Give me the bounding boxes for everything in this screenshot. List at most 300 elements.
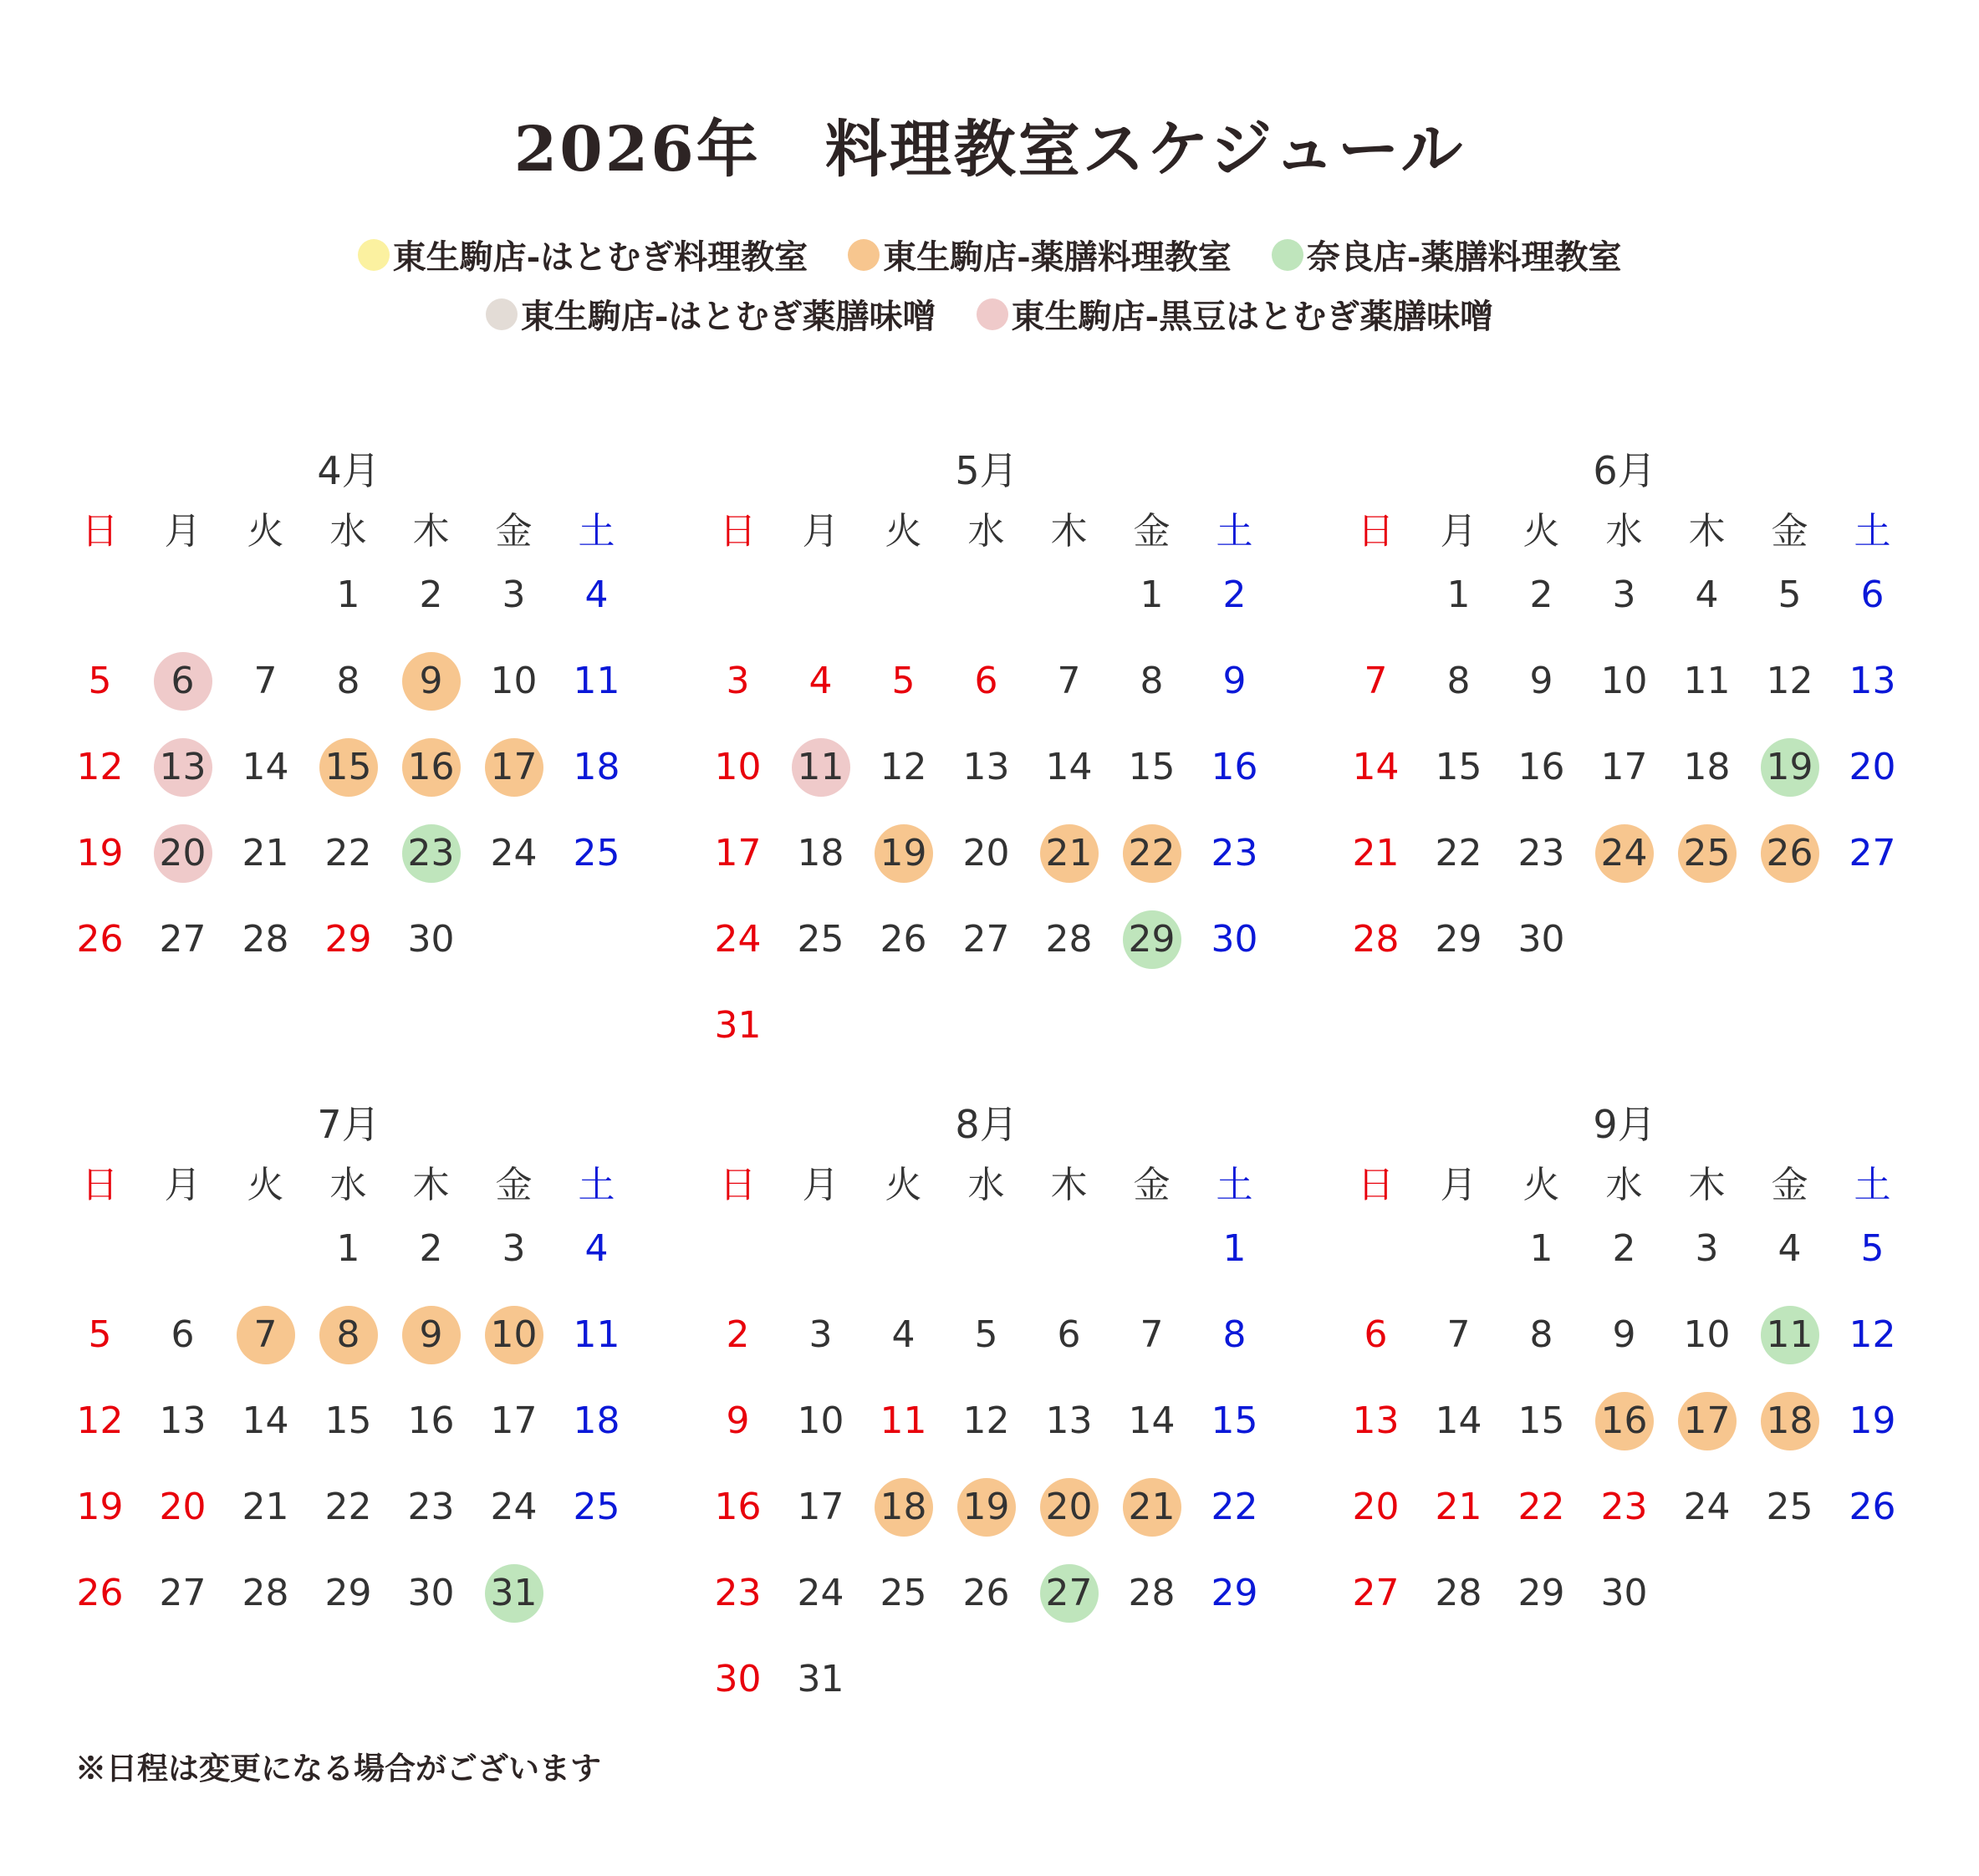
day-cell [1500,1392,1583,1450]
legend-label: 東生駒店-はとむぎ料理教室 [392,237,808,277]
day-number: 26 [962,1572,1010,1614]
day-cell [472,824,555,882]
day-number: 31 [490,1572,538,1614]
day-cell [1500,566,1583,624]
day-cell [307,1478,390,1536]
day-cell [1831,1478,1914,1536]
empty-day-cell [862,1220,945,1277]
weekday-label: 金 [1133,1164,1171,1206]
day-number: 10 [490,1313,538,1356]
day-grid [1334,566,1915,997]
day-cell [1583,566,1665,624]
day-cell [141,1306,224,1364]
day-cell [779,1392,862,1450]
day-cell [390,824,472,882]
day-cell [1417,1564,1500,1622]
day-cell [1665,566,1748,624]
day-number: 22 [1435,832,1482,874]
weekday-label: 火 [885,510,922,553]
empty-day-cell [59,566,141,624]
legend-dot-icon [486,298,518,330]
day-number: 16 [1600,1399,1648,1442]
weekday-label: 木 [412,1164,450,1206]
day-number: 28 [1352,918,1400,961]
day-number: 2 [726,1313,750,1356]
day-number: 11 [573,1313,620,1356]
day-cell [1334,1478,1417,1536]
day-number: 23 [407,832,455,874]
day-number: 3 [1612,574,1636,616]
day-cell [555,1392,638,1450]
day-cell [862,738,945,796]
weekday-label: 土 [1216,510,1253,553]
day-cell [1334,824,1417,882]
day-cell [1831,1306,1914,1364]
day-number: 3 [1695,1227,1719,1270]
day-number: 18 [1683,746,1731,788]
day-cell [1831,738,1914,796]
day-cell [555,1220,638,1277]
weekday-label: 月 [802,510,839,553]
day-cell [390,652,472,710]
day-cell [945,1306,1028,1364]
day-number: 9 [419,1313,443,1356]
day-cell [1110,824,1193,882]
weekday-label: 月 [1440,1164,1477,1206]
day-number: 4 [808,660,833,702]
day-number: 1 [336,1227,360,1270]
weekday-header [696,501,1277,554]
day-cell [696,824,779,882]
day-number: 16 [714,1486,762,1528]
day-cell [862,824,945,882]
day-number: 1 [1222,1227,1247,1270]
day-number: 19 [76,1486,124,1528]
day-cell [1500,1306,1583,1364]
day-cell [1417,1306,1500,1364]
day-number: 22 [1128,832,1176,874]
weekday-header [59,1155,639,1208]
day-number: 27 [962,918,1010,961]
day-number: 25 [797,918,844,961]
day-cell [307,652,390,710]
day-cell [779,910,862,968]
month-title: 4月 [317,448,380,493]
day-number: 24 [1600,832,1648,874]
weekday-label: 金 [495,1164,533,1206]
empty-day-cell [945,566,1028,624]
day-number: 30 [714,1658,762,1700]
day-number: 29 [1517,1572,1565,1614]
day-number: 23 [714,1572,762,1614]
day-cell [1417,824,1500,882]
day-number: 15 [1435,746,1482,788]
day-number: 27 [1352,1572,1400,1614]
day-number: 15 [324,1399,372,1442]
day-cell [1500,824,1583,882]
day-number: 3 [808,1313,833,1356]
day-cell [1583,738,1665,796]
day-number: 16 [407,746,455,788]
day-number: 26 [76,1572,124,1614]
day-cell [390,1220,472,1277]
day-cell [390,1564,472,1622]
weekday-label: 火 [1523,1164,1560,1206]
day-cell [1748,1220,1831,1277]
day-number: 19 [1849,1399,1896,1442]
day-cell [862,652,945,710]
day-cell [1583,1306,1665,1364]
day-cell [696,738,779,796]
day-number: 14 [1045,746,1093,788]
day-number: 13 [159,1399,207,1442]
legend-row-2 [0,290,1979,338]
day-cell [945,910,1028,968]
day-cell [1500,910,1583,968]
day-number: 5 [1778,574,1802,616]
day-cell [555,1478,638,1536]
legend-label: 東生駒店-薬膳料理教室 [883,237,1232,277]
day-cell [224,1478,307,1536]
day-number: 29 [324,1572,372,1614]
day-cell [1193,1564,1276,1622]
day-cell [696,910,779,968]
weekday-label: 土 [578,510,615,553]
day-number: 30 [1517,918,1565,961]
day-number: 21 [1352,832,1400,874]
day-cell [472,1220,555,1277]
day-cell [555,652,638,710]
day-number: 12 [1766,660,1813,702]
day-cell [1748,566,1831,624]
day-number: 3 [502,1227,526,1270]
day-number: 10 [714,746,762,788]
empty-day-cell [141,1220,224,1277]
day-cell [1193,824,1276,882]
schedule-note: ※日程は変更になる場合がございます [75,1750,601,1787]
day-number: 7 [1140,1313,1164,1356]
weekday-label: 水 [329,510,367,553]
day-number: 2 [1529,574,1553,616]
day-cell [779,824,862,882]
day-number: 4 [584,574,609,616]
day-cell [779,1478,862,1536]
day-number: 6 [171,1313,195,1356]
weekday-label: 金 [1771,1164,1808,1206]
day-cell [696,1306,779,1364]
weekday-label: 日 [81,1164,119,1206]
day-number: 7 [1364,660,1388,702]
day-number: 22 [1211,1486,1258,1528]
day-number: 23 [1211,832,1258,874]
day-number: 22 [324,1486,372,1528]
day-number: 20 [1045,1486,1093,1528]
day-cell [390,910,472,968]
day-number: 7 [1057,660,1081,702]
day-cell [141,1392,224,1450]
day-number: 23 [1517,832,1565,874]
day-cell [1831,1392,1914,1450]
day-number: 5 [891,660,916,702]
day-cell [1193,1392,1276,1450]
day-cell [1334,1564,1417,1622]
day-number: 27 [1045,1572,1093,1614]
day-number: 20 [1352,1486,1400,1528]
day-cell [1193,652,1276,710]
day-cell [1500,1220,1583,1277]
empty-day-cell [696,1220,779,1277]
day-number: 5 [1860,1227,1885,1270]
day-cell [555,824,638,882]
weekday-label: 土 [578,1164,615,1206]
day-number: 28 [242,1572,289,1614]
day-cell [1193,566,1276,624]
day-number: 21 [242,832,289,874]
day-cell [1334,1306,1417,1364]
day-cell [1417,652,1500,710]
day-grid [696,566,1277,1083]
day-number: 4 [1778,1227,1802,1270]
weekday-label: 土 [1216,1164,1253,1206]
day-cell [779,1564,862,1622]
day-cell [945,1478,1028,1536]
day-number: 2 [419,1227,443,1270]
day-number: 14 [1352,746,1400,788]
day-number: 16 [1517,746,1565,788]
day-cell [1831,824,1914,882]
day-number: 4 [584,1227,609,1270]
month-title: 8月 [955,1102,1018,1147]
day-cell [696,997,779,1054]
day-cell [779,1650,862,1708]
day-number: 20 [1849,746,1896,788]
weekday-label: 火 [247,510,284,553]
day-cell [59,1392,141,1450]
day-cell [141,1478,224,1536]
day-cell [862,1478,945,1536]
day-number: 24 [1683,1486,1731,1528]
day-number: 20 [962,832,1010,874]
day-cell [307,1564,390,1622]
day-cell [472,738,555,796]
empty-day-cell [224,566,307,624]
day-cell [945,652,1028,710]
weekday-label: 月 [164,510,201,553]
day-cell [696,1650,779,1708]
day-number: 6 [1860,574,1885,616]
day-cell [1110,1478,1193,1536]
day-number: 21 [242,1486,289,1528]
day-number: 22 [324,832,372,874]
day-grid [59,566,639,997]
day-number: 1 [1529,1227,1553,1270]
day-cell [1417,738,1500,796]
weekday-label: 木 [1688,1164,1726,1206]
day-number: 14 [242,746,289,788]
empty-day-cell [945,1220,1028,1277]
day-cell [1028,738,1110,796]
legend-item-nara [1272,231,1622,278]
day-number: 26 [1766,832,1813,874]
weekday-label: 金 [1771,510,1808,553]
day-cell [696,652,779,710]
day-number: 15 [1211,1399,1258,1442]
day-number: 29 [1211,1572,1258,1614]
day-cell [945,738,1028,796]
day-cell [1500,1478,1583,1536]
day-number: 8 [336,1313,360,1356]
page-title: 2026年 料理教室スケジュール [513,114,1466,186]
day-number: 2 [1612,1227,1636,1270]
day-number: 18 [880,1486,927,1528]
day-number: 26 [880,918,927,961]
day-number: 26 [76,918,124,961]
empty-day-cell [1110,1220,1193,1277]
day-cell [390,1392,472,1450]
day-cell [141,824,224,882]
day-number: 5 [88,1313,112,1356]
day-number: 5 [88,660,112,702]
day-cell [390,1478,472,1536]
legend-label: 東生駒店-黒豆はとむぎ薬膳味噌 [1011,297,1494,336]
day-number: 24 [490,1486,538,1528]
day-number: 29 [1435,918,1482,961]
day-cell [1500,1564,1583,1622]
day-cell [1748,1392,1831,1450]
day-number: 21 [1435,1486,1482,1528]
day-number: 4 [891,1313,916,1356]
weekday-label: 金 [1133,510,1171,553]
weekday-label: 日 [719,510,757,553]
day-cell [555,566,638,624]
day-cell [141,652,224,710]
day-number: 1 [1140,574,1164,616]
day-number: 30 [407,918,455,961]
day-number: 18 [573,746,620,788]
day-number: 19 [880,832,927,874]
weekday-label: 日 [81,510,119,553]
legend-row-1 [0,231,1979,278]
day-cell [1028,1564,1110,1622]
day-cell [307,566,390,624]
day-number: 28 [1045,918,1093,961]
day-number: 1 [1446,574,1471,616]
day-number: 18 [1766,1399,1813,1442]
weekday-label: 木 [1050,1164,1088,1206]
day-cell [390,566,472,624]
day-cell [696,1564,779,1622]
day-cell [1110,738,1193,796]
day-cell [307,1392,390,1450]
legend-label: 奈良店-薬膳料理教室 [1306,237,1622,277]
legend-item-hatomugi [358,231,808,278]
legend-item-yakuzen [848,231,1232,278]
legend-item-kuromame [977,290,1494,338]
day-cell [307,824,390,882]
day-number: 30 [407,1572,455,1614]
day-cell [1193,738,1276,796]
day-number: 28 [242,918,289,961]
day-cell [59,1564,141,1622]
day-number: 8 [1222,1313,1247,1356]
day-number: 11 [1766,1313,1813,1356]
day-cell [141,910,224,968]
day-cell [224,738,307,796]
day-number: 3 [502,574,526,616]
empty-day-cell [1417,1220,1500,1277]
day-number: 9 [1612,1313,1636,1356]
day-number: 6 [1057,1313,1081,1356]
day-cell [1110,1306,1193,1364]
day-cell [1665,652,1748,710]
day-cell [1831,1220,1914,1277]
day-cell [779,1306,862,1364]
day-cell [224,910,307,968]
empty-day-cell [224,1220,307,1277]
day-number: 27 [1849,832,1896,874]
day-number: 15 [324,746,372,788]
day-cell [1028,1478,1110,1536]
day-number: 25 [573,832,620,874]
day-number: 2 [1222,574,1247,616]
day-number: 24 [714,918,762,961]
day-number: 14 [1128,1399,1176,1442]
day-cell [390,738,472,796]
empty-day-cell [1028,1220,1110,1277]
day-cell [1028,1306,1110,1364]
day-cell [1028,910,1110,968]
day-cell [1665,1220,1748,1277]
day-number: 11 [573,660,620,702]
day-cell [1583,1220,1665,1277]
day-cell [1665,1478,1748,1536]
day-number: 10 [1683,1313,1731,1356]
weekday-label: 日 [1357,510,1395,553]
day-cell [59,910,141,968]
day-cell [1748,738,1831,796]
weekday-label: 水 [967,510,1005,553]
day-number: 30 [1211,918,1258,961]
day-cell [59,1478,141,1536]
day-cell [1665,738,1748,796]
day-number: 8 [1140,660,1164,702]
day-number: 17 [490,746,538,788]
day-number: 19 [76,832,124,874]
day-number: 23 [407,1486,455,1528]
day-cell [307,1220,390,1277]
day-cell [1417,1392,1500,1450]
day-cell [862,910,945,968]
day-number: 17 [797,1486,844,1528]
weekday-label: 木 [1688,510,1726,553]
day-grid [1334,1220,1915,1650]
day-cell [1748,1478,1831,1536]
day-number: 22 [1517,1486,1565,1528]
day-cell [1665,824,1748,882]
day-number: 10 [490,660,538,702]
day-number: 15 [1517,1399,1565,1442]
day-cell [1193,1306,1276,1364]
day-cell [1334,738,1417,796]
day-number: 1 [336,574,360,616]
day-number: 13 [1045,1399,1093,1442]
day-cell [224,1306,307,1364]
day-number: 10 [797,1399,844,1442]
day-number: 7 [1446,1313,1471,1356]
day-cell [1831,652,1914,710]
weekday-label: 火 [247,1164,284,1206]
day-number: 13 [1352,1399,1400,1442]
